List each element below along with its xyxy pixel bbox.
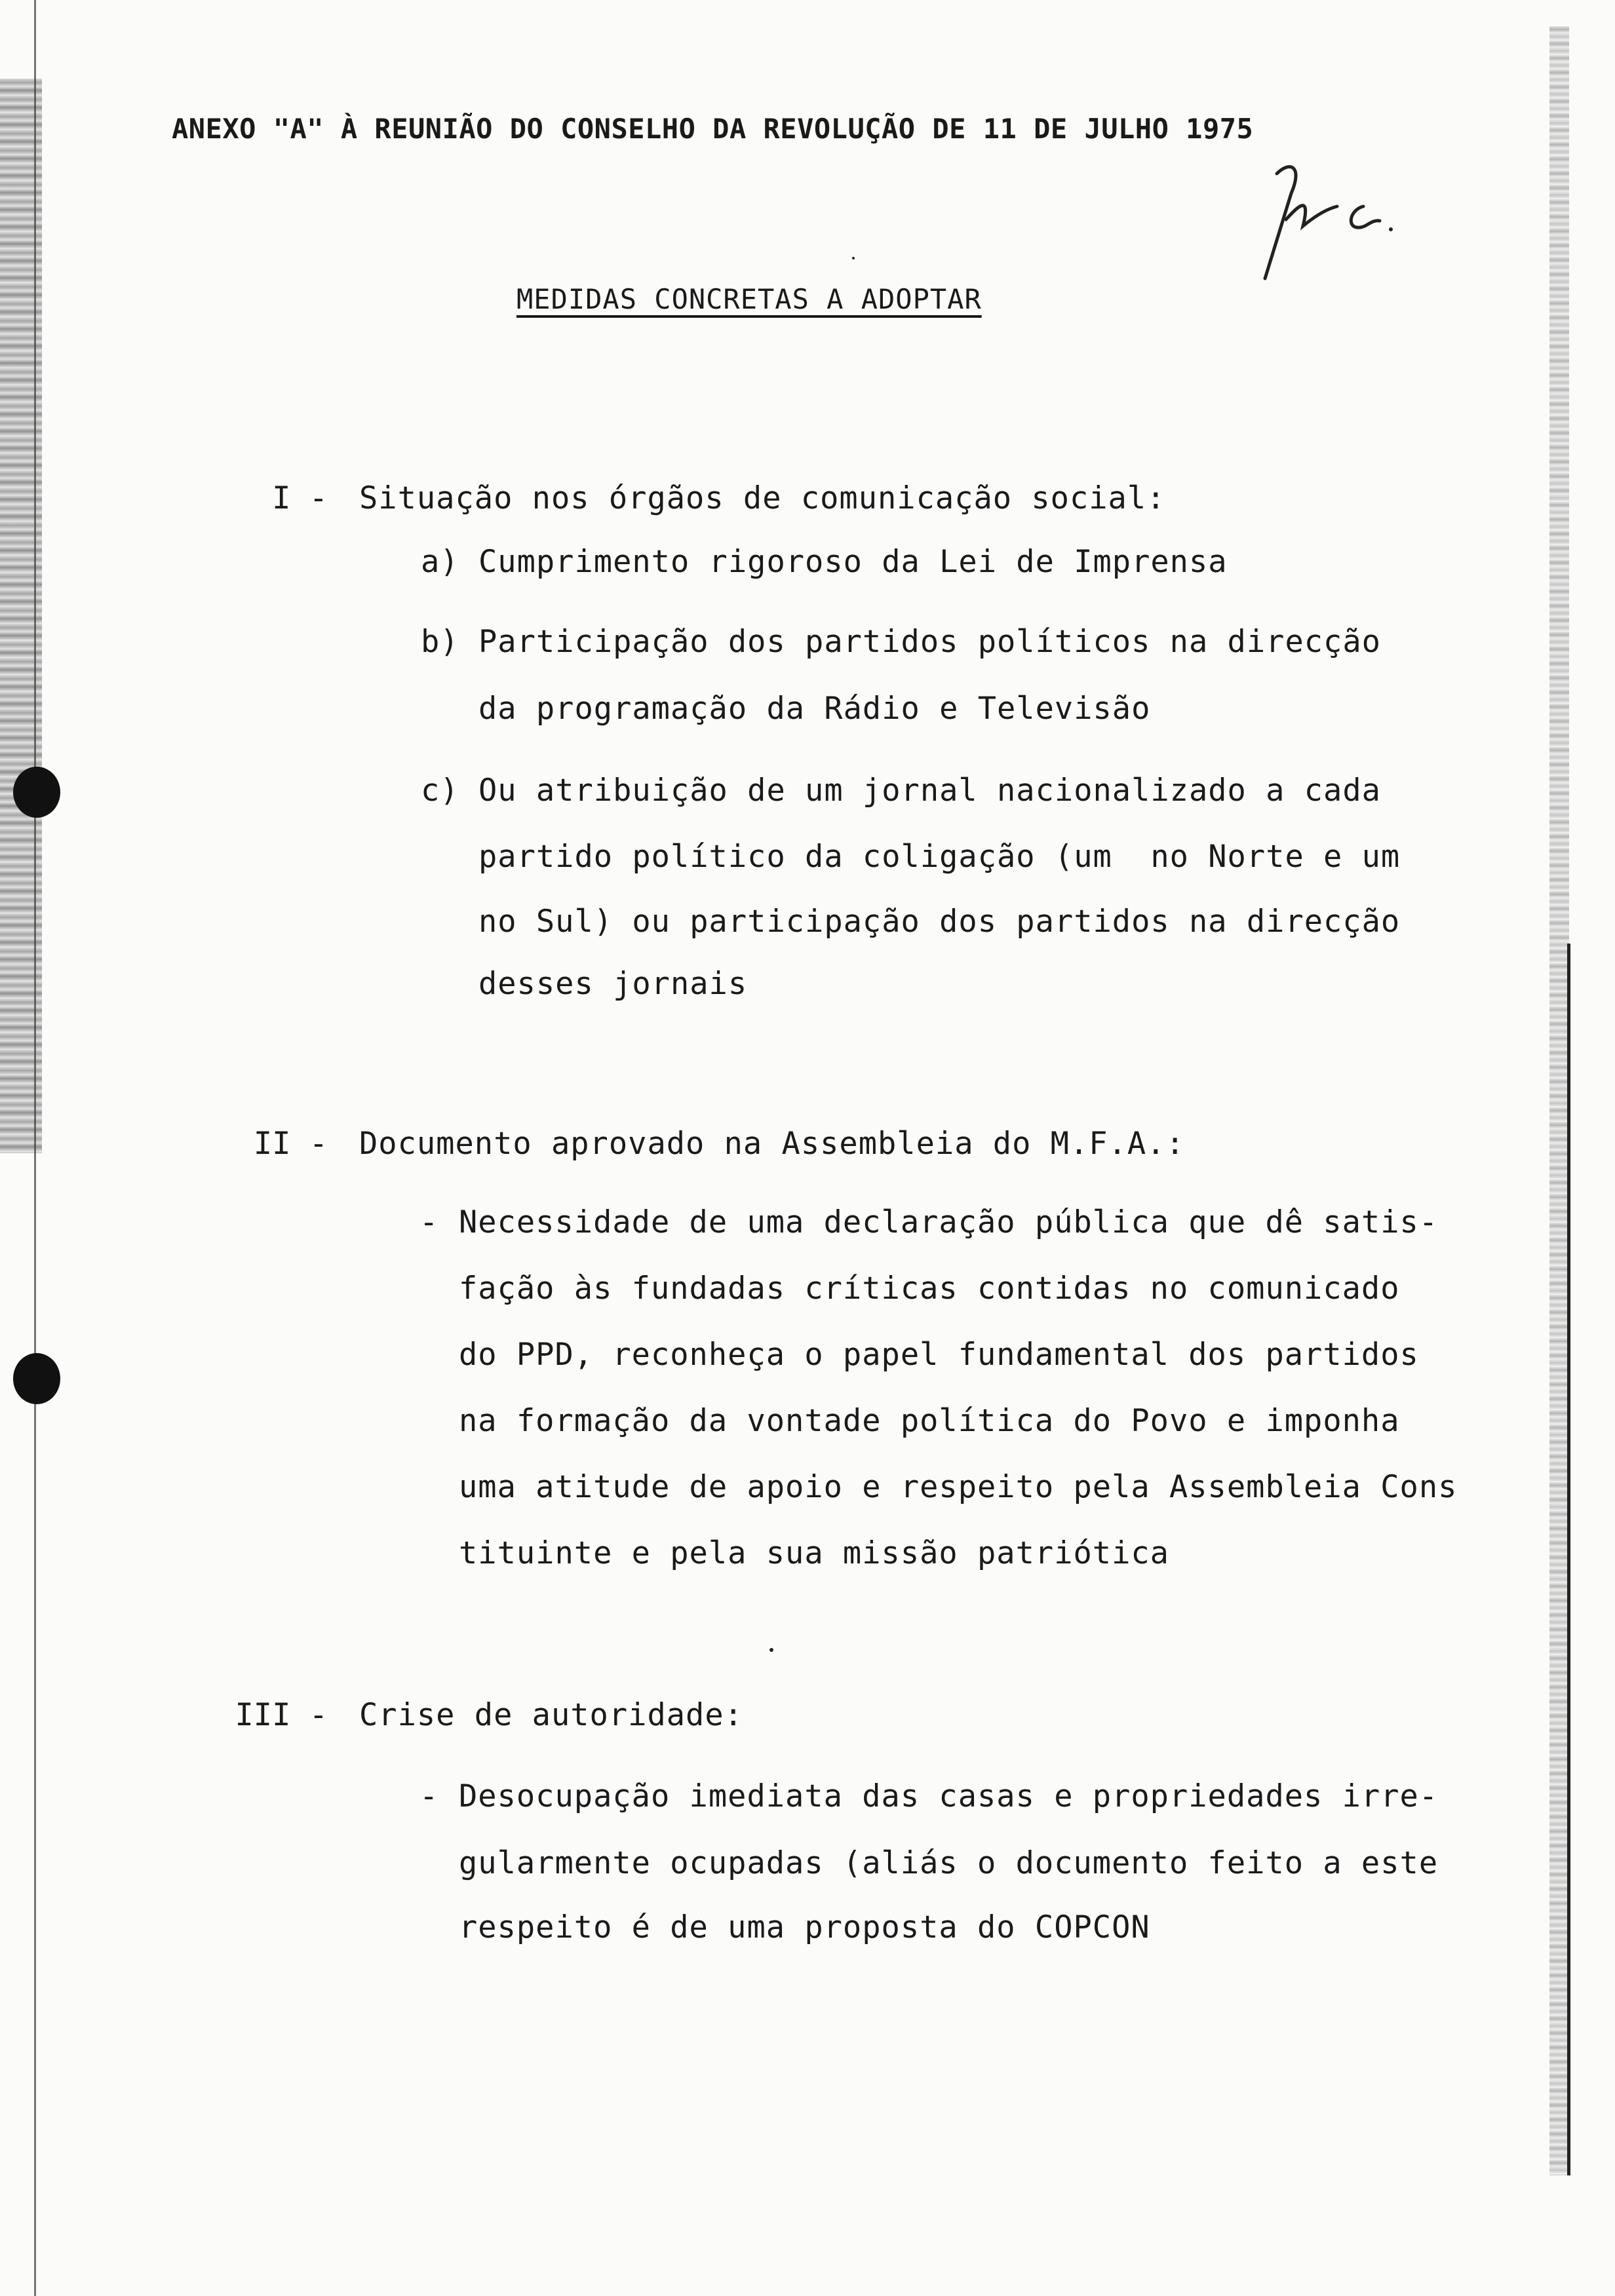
item-text: da programação da Rádio e Televisão [478,691,1151,727]
punch-hole-bottom [13,1353,60,1404]
section-number: III - [235,1697,328,1733]
section-number: I - [272,480,328,516]
scan-line-left [34,0,36,2296]
item-text: tituinte e pela sua missão patriótica [459,1535,1169,1571]
item-text: Ou atribuição de um jornal nacionalizado a cada [478,773,1381,809]
scan-edge-right [1549,26,1569,2175]
item-label: c) [421,773,459,809]
ink-speck [769,1648,773,1652]
item-text: partido político da coligação (um no Norte e um [478,839,1401,875]
handwritten-initials [1239,147,1409,298]
section-number: II - [253,1126,328,1162]
ink-speck [852,257,855,259]
scan-line-right [1567,944,1570,2175]
punch-hole-top [13,767,60,818]
item-text: uma atitude de apoio e respeito pela Assembleia Cons [459,1469,1458,1505]
item-text: na formação da vontade política do Povo e imponha [459,1403,1400,1439]
item-label: b) [421,624,459,660]
item-label: - [419,1778,439,1814]
section-heading: Situação nos órgãos de comunicação social: [359,480,1166,516]
document-title: MEDIDAS CONCRETAS A ADOPTAR [516,283,982,315]
document-header: ANEXO "A" À REUNIÃO DO CONSELHO DA REVOLUÇÃO DE 11 DE JULHO 1975 [172,113,1254,145]
section-heading: Crise de autoridade: [359,1697,743,1733]
item-text: Participação dos partidos políticos na direcção [478,624,1381,660]
item-text: Cumprimento rigoroso da Lei de Imprensa [478,544,1228,580]
item-text: do PPD, reconheça o papel fundamental dos partidos [459,1337,1419,1373]
item-label: a) [421,544,459,580]
item-text: Necessidade de uma declaração pública que dê satis- [459,1204,1439,1240]
item-text: no Sul) ou participação dos partidos na direcção [478,904,1401,940]
item-text: fação às fundadas críticas contidas no comunicado [459,1271,1400,1307]
item-text: Desocupação imediata das casas e propriedades irre- [459,1778,1439,1814]
item-label: - [419,1204,439,1240]
item-text: desses jornais [478,966,748,1002]
item-text: gularmente ocupadas (aliás o documento feito a este [459,1845,1439,1881]
item-text: respeito é de uma proposta do COPCON [459,1909,1150,1945]
section-heading: Documento aprovado na Assembleia do M.F.A.: [359,1126,1185,1162]
